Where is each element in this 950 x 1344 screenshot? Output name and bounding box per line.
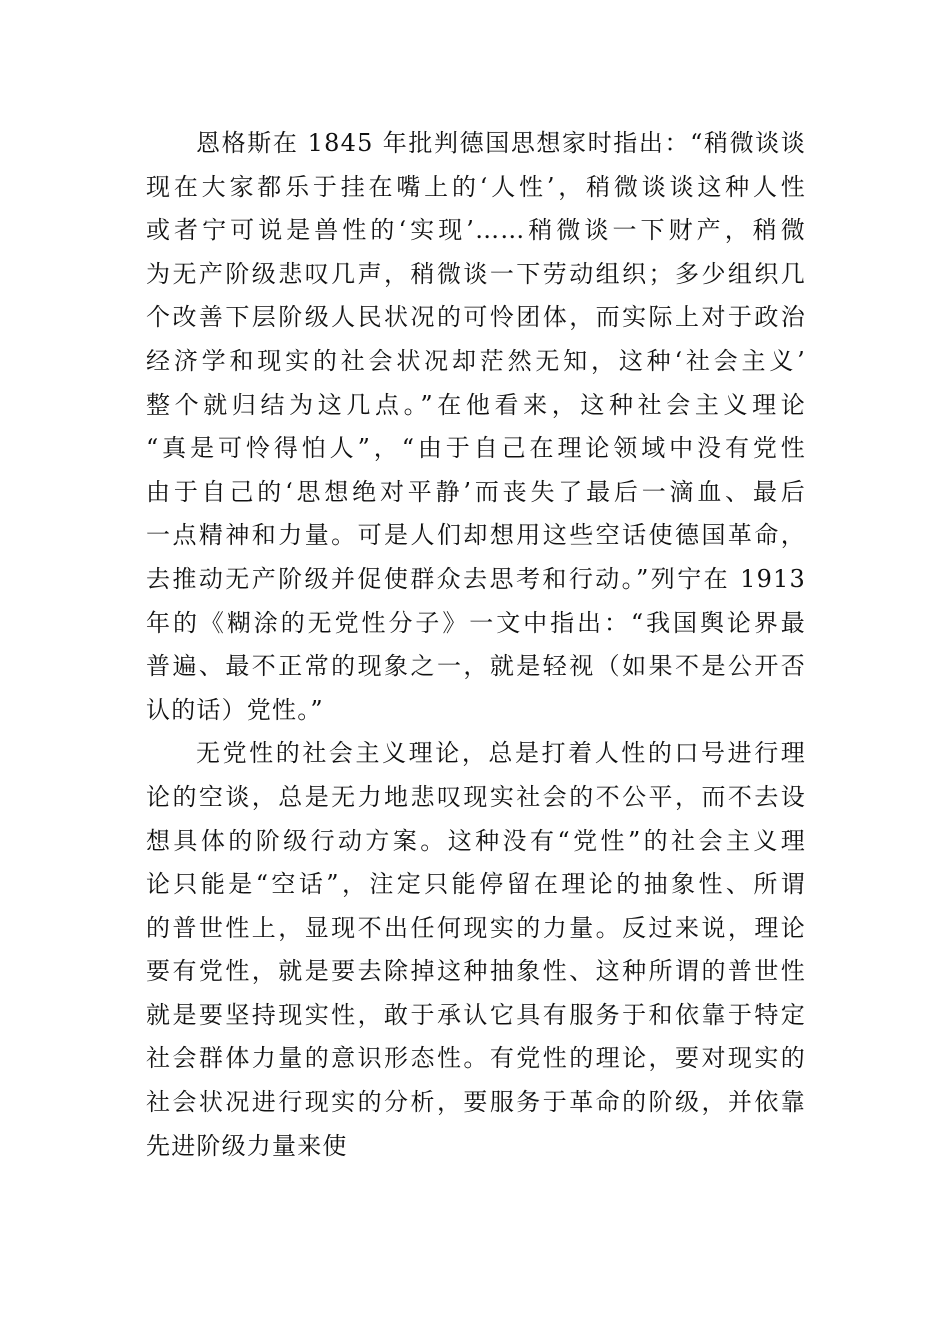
body-text (146, 122, 806, 1168)
text-line: 社会群体力量的意识形态性。有党性的理论，要对现实的 (146, 1044, 806, 1073)
text-line: 就是要坚持现实性，敢于承认它具有服务于和依靠于特定 (146, 1000, 806, 1029)
text-line: “真是可怜得怕人”，“由于自己在理论领域中没有党性 (146, 434, 806, 463)
text-line: 现在大家都乐于挂在嘴上的‘人性’，稍微谈谈这种人性 (146, 172, 806, 201)
text-line: 为无产阶级悲叹几声，稍微谈一下劳动组织；多少组织几 (146, 259, 806, 288)
text-line: 经济学和现实的社会状况却茫然无知，这种‘社会主义’ (146, 346, 806, 375)
text-line: 认的话）党性。” (146, 695, 324, 724)
text-line: 恩格斯在 1845 年批判德国思想家时指出：“稍微谈谈 (196, 129, 806, 157)
text-line: 去推动无产阶级并促使群众去思考和行动。”列宁在 1913 (146, 564, 806, 593)
text-line: 无党性的社会主义理论，总是打着人性的口号进行理 (196, 739, 806, 768)
paragraph-2 (146, 732, 806, 1168)
text-line: 论的空谈，总是无力地悲叹现实社会的不公平，而不去设 (146, 782, 806, 811)
text-line: 一点精神和力量。可是人们却想用这些空话使德国革命， (146, 521, 806, 550)
text-line: 或者宁可说是兽性的‘实现’……稍微谈一下财产，稍微 (146, 216, 806, 245)
text-line: 先进阶级力量来使 (146, 1131, 348, 1160)
text-line: 个改善下层阶级人民状况的可怜团体，而实际上对于政治 (146, 303, 806, 332)
text-line: 普遍、最不正常的现象之一，就是轻视（如果不是公开否 (146, 652, 806, 681)
text-line: 的普世性上，显现不出任何现实的力量。反过来说，理论 (146, 913, 806, 942)
text-line: 要有党性，就是要去除掉这种抽象性、这种所谓的普世性 (146, 957, 806, 986)
text-line: 年的《糊涂的无党性分子》一文中指出：“我国舆论界最 (146, 608, 806, 637)
text-line: 整个就归结为这几点。”在他看来，这种社会主义理论 (146, 390, 806, 419)
text-line: 由于自己的‘思想绝对平静’而丧失了最后一滴血、最后 (146, 477, 806, 506)
text-line: 论只能是“空话”，注定只能停留在理论的抽象性、所谓 (146, 870, 806, 899)
text-line: 想具体的阶级行动方案。这种没有“党性”的社会主义理 (146, 826, 806, 855)
paragraph-1 (146, 122, 806, 732)
text-line: 社会状况进行现实的分析，要服务于革命的阶级，并依靠 (146, 1088, 806, 1117)
